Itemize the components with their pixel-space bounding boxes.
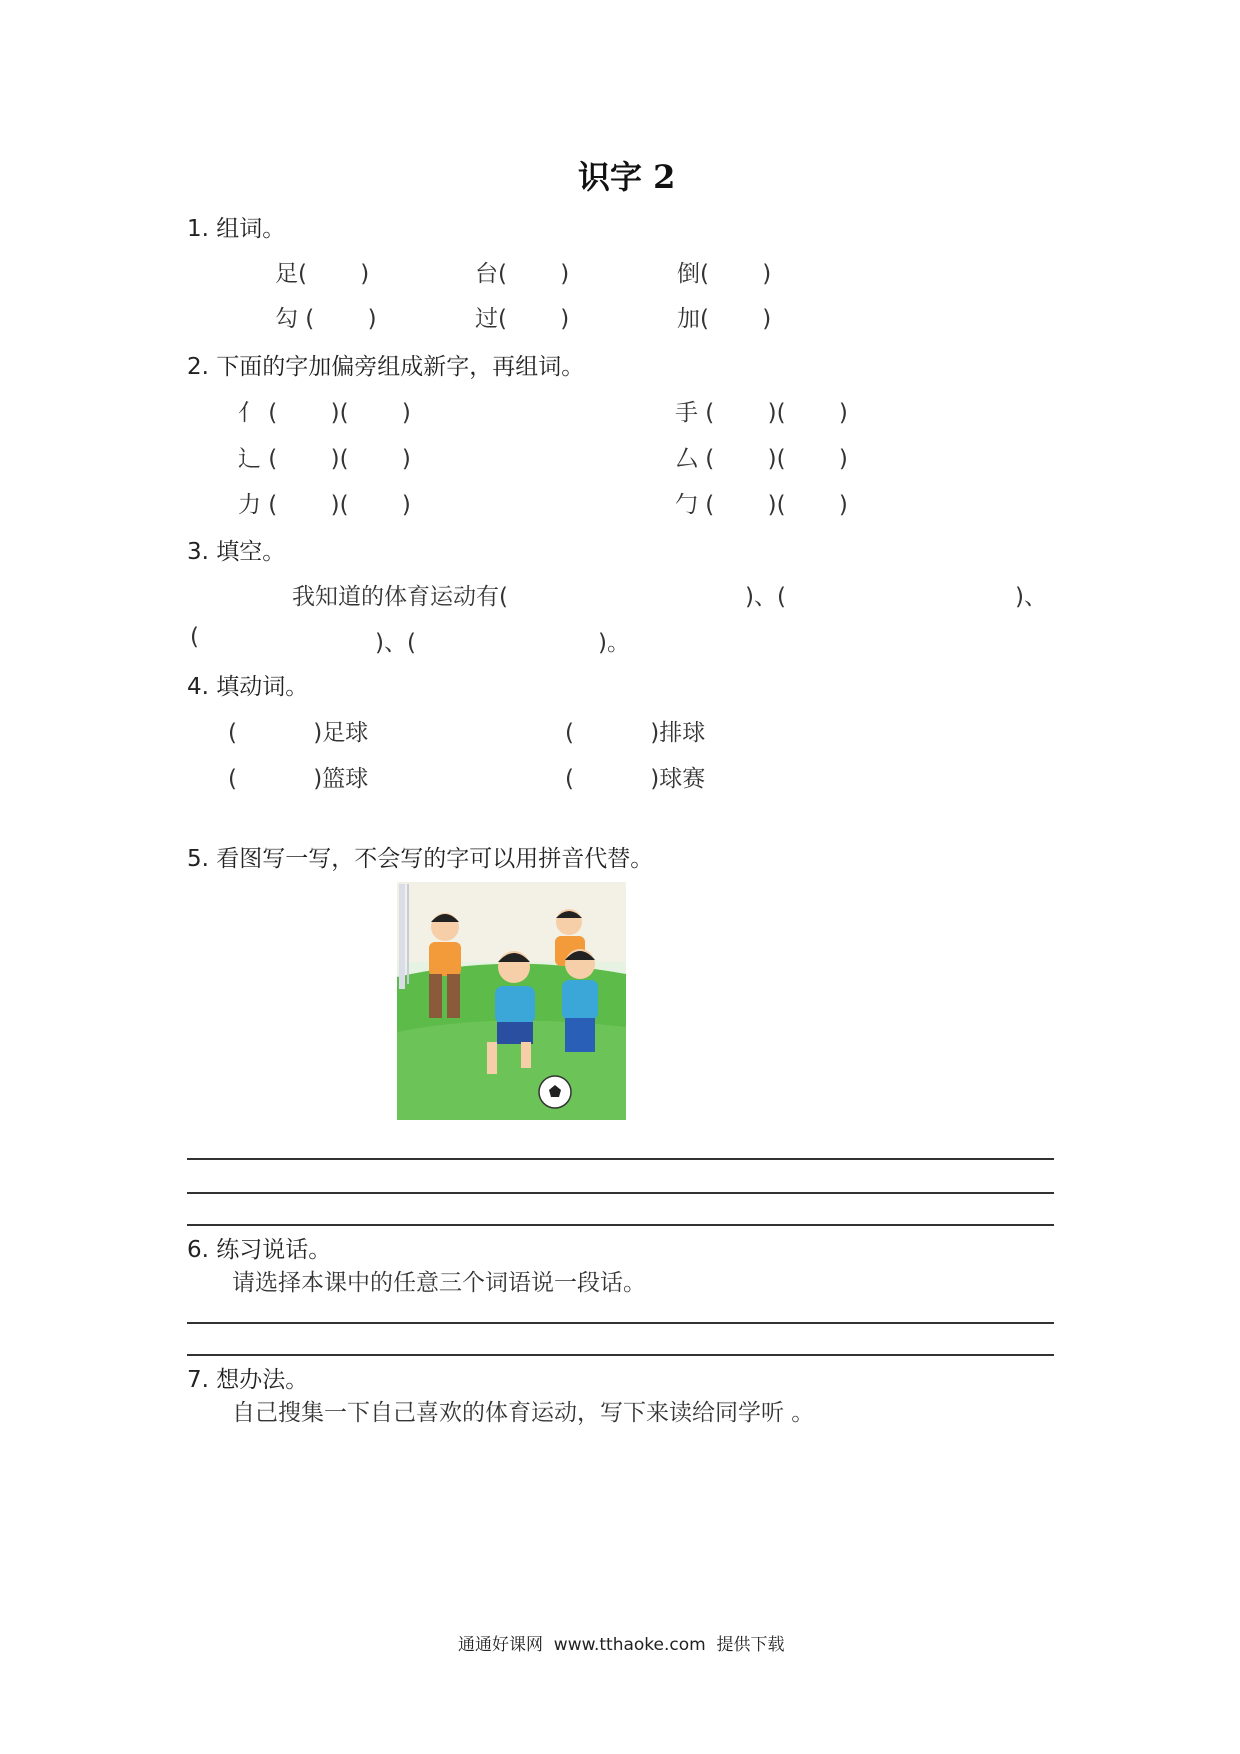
q3-text: 我知道的体育运动有( xyxy=(292,584,508,610)
writing-line xyxy=(187,1354,1054,1356)
q4-item: ( )足球 xyxy=(228,720,369,746)
footer-text: 通通好课网 www.tthaoke.com 提供下载 xyxy=(458,1635,785,1655)
q7-heading: 7. 想办法。 xyxy=(187,1367,309,1393)
q7-prompt: 自己搜集一下自己喜欢的体育运动，写下来读给同学听 。 xyxy=(232,1400,815,1426)
q1-item: 加( ) xyxy=(677,306,772,332)
soccer-illustration xyxy=(397,882,626,1120)
q2-item: 勹 ( )( ) xyxy=(675,492,848,518)
q2-heading: 2. 下面的字加偏旁组成新字，再组词。 xyxy=(187,354,585,380)
writing-line xyxy=(187,1158,1054,1160)
q3-heading: 3. 填空。 xyxy=(187,539,286,565)
q4-item: ( )排球 xyxy=(565,720,706,746)
q3-text: )。 xyxy=(598,630,630,656)
writing-line xyxy=(187,1224,1054,1226)
page-title: 识字 2 xyxy=(578,158,676,196)
q5-heading: 5. 看图写一写，不会写的字可以用拼音代替。 xyxy=(187,846,654,872)
q1-item: 勾 ( ) xyxy=(275,306,377,332)
q4-item: ( )篮球 xyxy=(228,766,369,792)
q3-text: ( xyxy=(190,624,199,650)
q6-prompt: 请选择本课中的任意三个词语说一段话。 xyxy=(232,1270,646,1296)
q1-item: 足( ) xyxy=(275,261,370,287)
q1-item: 倒( ) xyxy=(677,261,772,287)
q1-item: 台( ) xyxy=(475,261,570,287)
q3-text: )、 xyxy=(1015,584,1047,610)
q6-heading: 6. 练习说话。 xyxy=(187,1237,332,1263)
writing-line xyxy=(187,1322,1054,1324)
q4-item: ( )球赛 xyxy=(565,766,706,792)
q2-item: 手 ( )( ) xyxy=(675,400,848,426)
q3-text: )、( xyxy=(745,584,786,610)
q2-item: 力 ( )( ) xyxy=(238,492,411,518)
writing-line xyxy=(187,1192,1054,1194)
q4-heading: 4. 填动词。 xyxy=(187,674,309,700)
q3-text: )、( xyxy=(375,630,416,656)
q1-item: 过( ) xyxy=(475,306,570,332)
q2-item: 亻 ( )( ) xyxy=(238,400,411,426)
q1-heading: 1. 组词。 xyxy=(187,216,286,242)
q2-item: 辶 ( )( ) xyxy=(238,446,411,472)
q2-item: 厶 ( )( ) xyxy=(675,446,848,472)
